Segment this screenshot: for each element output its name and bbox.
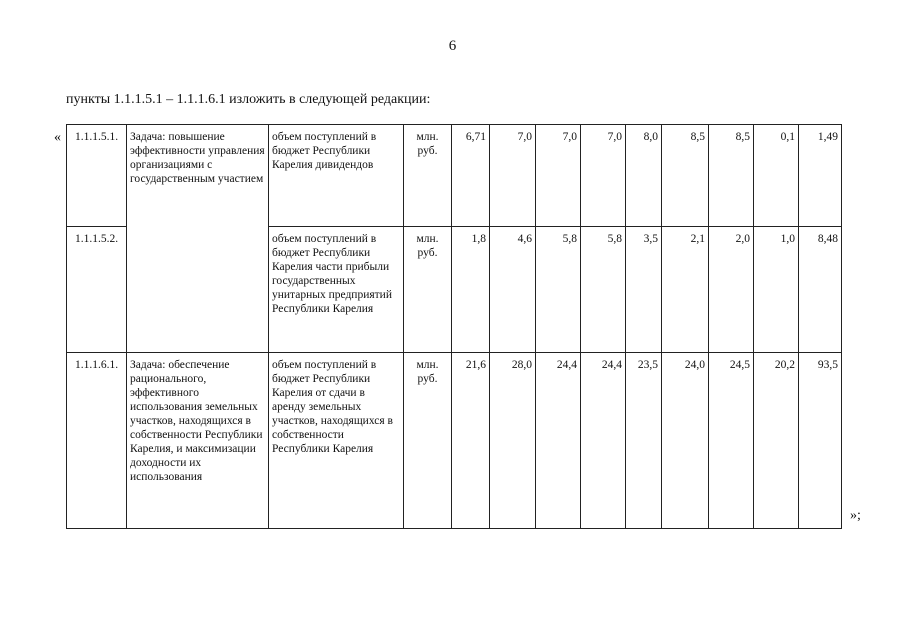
- task-cell: Задача: повышение эффективности управления организациями с государственным участием: [127, 125, 269, 353]
- row-code: 1.1.1.5.2.: [67, 227, 127, 353]
- value-cell: 24,4: [536, 353, 581, 529]
- indicator-cell: объем поступлений в бюджет Республики Карелия дивидендов: [269, 125, 404, 227]
- unit-cell: млн. руб.: [404, 125, 452, 227]
- row-code: 1.1.1.6.1.: [67, 353, 127, 529]
- value-cell: 5,8: [536, 227, 581, 353]
- program-table: [66, 124, 842, 529]
- value-cell: 28,0: [490, 353, 536, 529]
- table-row: [67, 353, 842, 529]
- value-cell: 21,6: [452, 353, 490, 529]
- value-cell: 8,0: [626, 125, 662, 227]
- indicator-cell: объем поступлений в бюджет Республики Карелия части прибыли государственных унитарных предприятий Республики Карелия: [269, 227, 404, 353]
- value-cell: 7,0: [536, 125, 581, 227]
- value-cell: 4,6: [490, 227, 536, 353]
- value-cell: 2,0: [709, 227, 754, 353]
- table-row: [67, 125, 842, 227]
- value-cell: 6,71: [452, 125, 490, 227]
- value-cell: 24,4: [581, 353, 626, 529]
- value-cell: 24,5: [709, 353, 754, 529]
- value-cell: 1,49: [799, 125, 842, 227]
- value-cell: 24,0: [662, 353, 709, 529]
- row-code: 1.1.1.5.1.: [67, 125, 127, 227]
- value-cell: 8,5: [662, 125, 709, 227]
- value-cell: 5,8: [581, 227, 626, 353]
- value-cell: 1,8: [452, 227, 490, 353]
- value-cell: 23,5: [626, 353, 662, 529]
- unit-cell: млн. руб.: [404, 353, 452, 529]
- value-cell: 20,2: [754, 353, 799, 529]
- intro-text: пункты 1.1.1.5.1 – 1.1.1.6.1 изложить в следующей редакции:: [66, 92, 431, 107]
- indicator-cell: объем поступлений в бюджет Республики Карелия от сдачи в аренду земельных участков, находящихся в собственности Республики Карелия: [269, 353, 404, 529]
- value-cell: 2,1: [662, 227, 709, 353]
- value-cell: 8,5: [709, 125, 754, 227]
- value-cell: 7,0: [581, 125, 626, 227]
- value-cell: 3,5: [626, 227, 662, 353]
- closing-quote: »;: [850, 508, 861, 523]
- task-cell: Задача: обеспечение рационального, эффективного использования земельных участков, находящихся в собственности Республики Карелия, и максимизации доходности их использования: [127, 353, 269, 529]
- value-cell: 7,0: [490, 125, 536, 227]
- value-cell: 93,5: [799, 353, 842, 529]
- page-number: 6: [448, 38, 457, 54]
- value-cell: 8,48: [799, 227, 842, 353]
- opening-quote: «: [54, 130, 61, 145]
- value-cell: 1,0: [754, 227, 799, 353]
- unit-cell: млн. руб.: [404, 227, 452, 353]
- value-cell: 0,1: [754, 125, 799, 227]
